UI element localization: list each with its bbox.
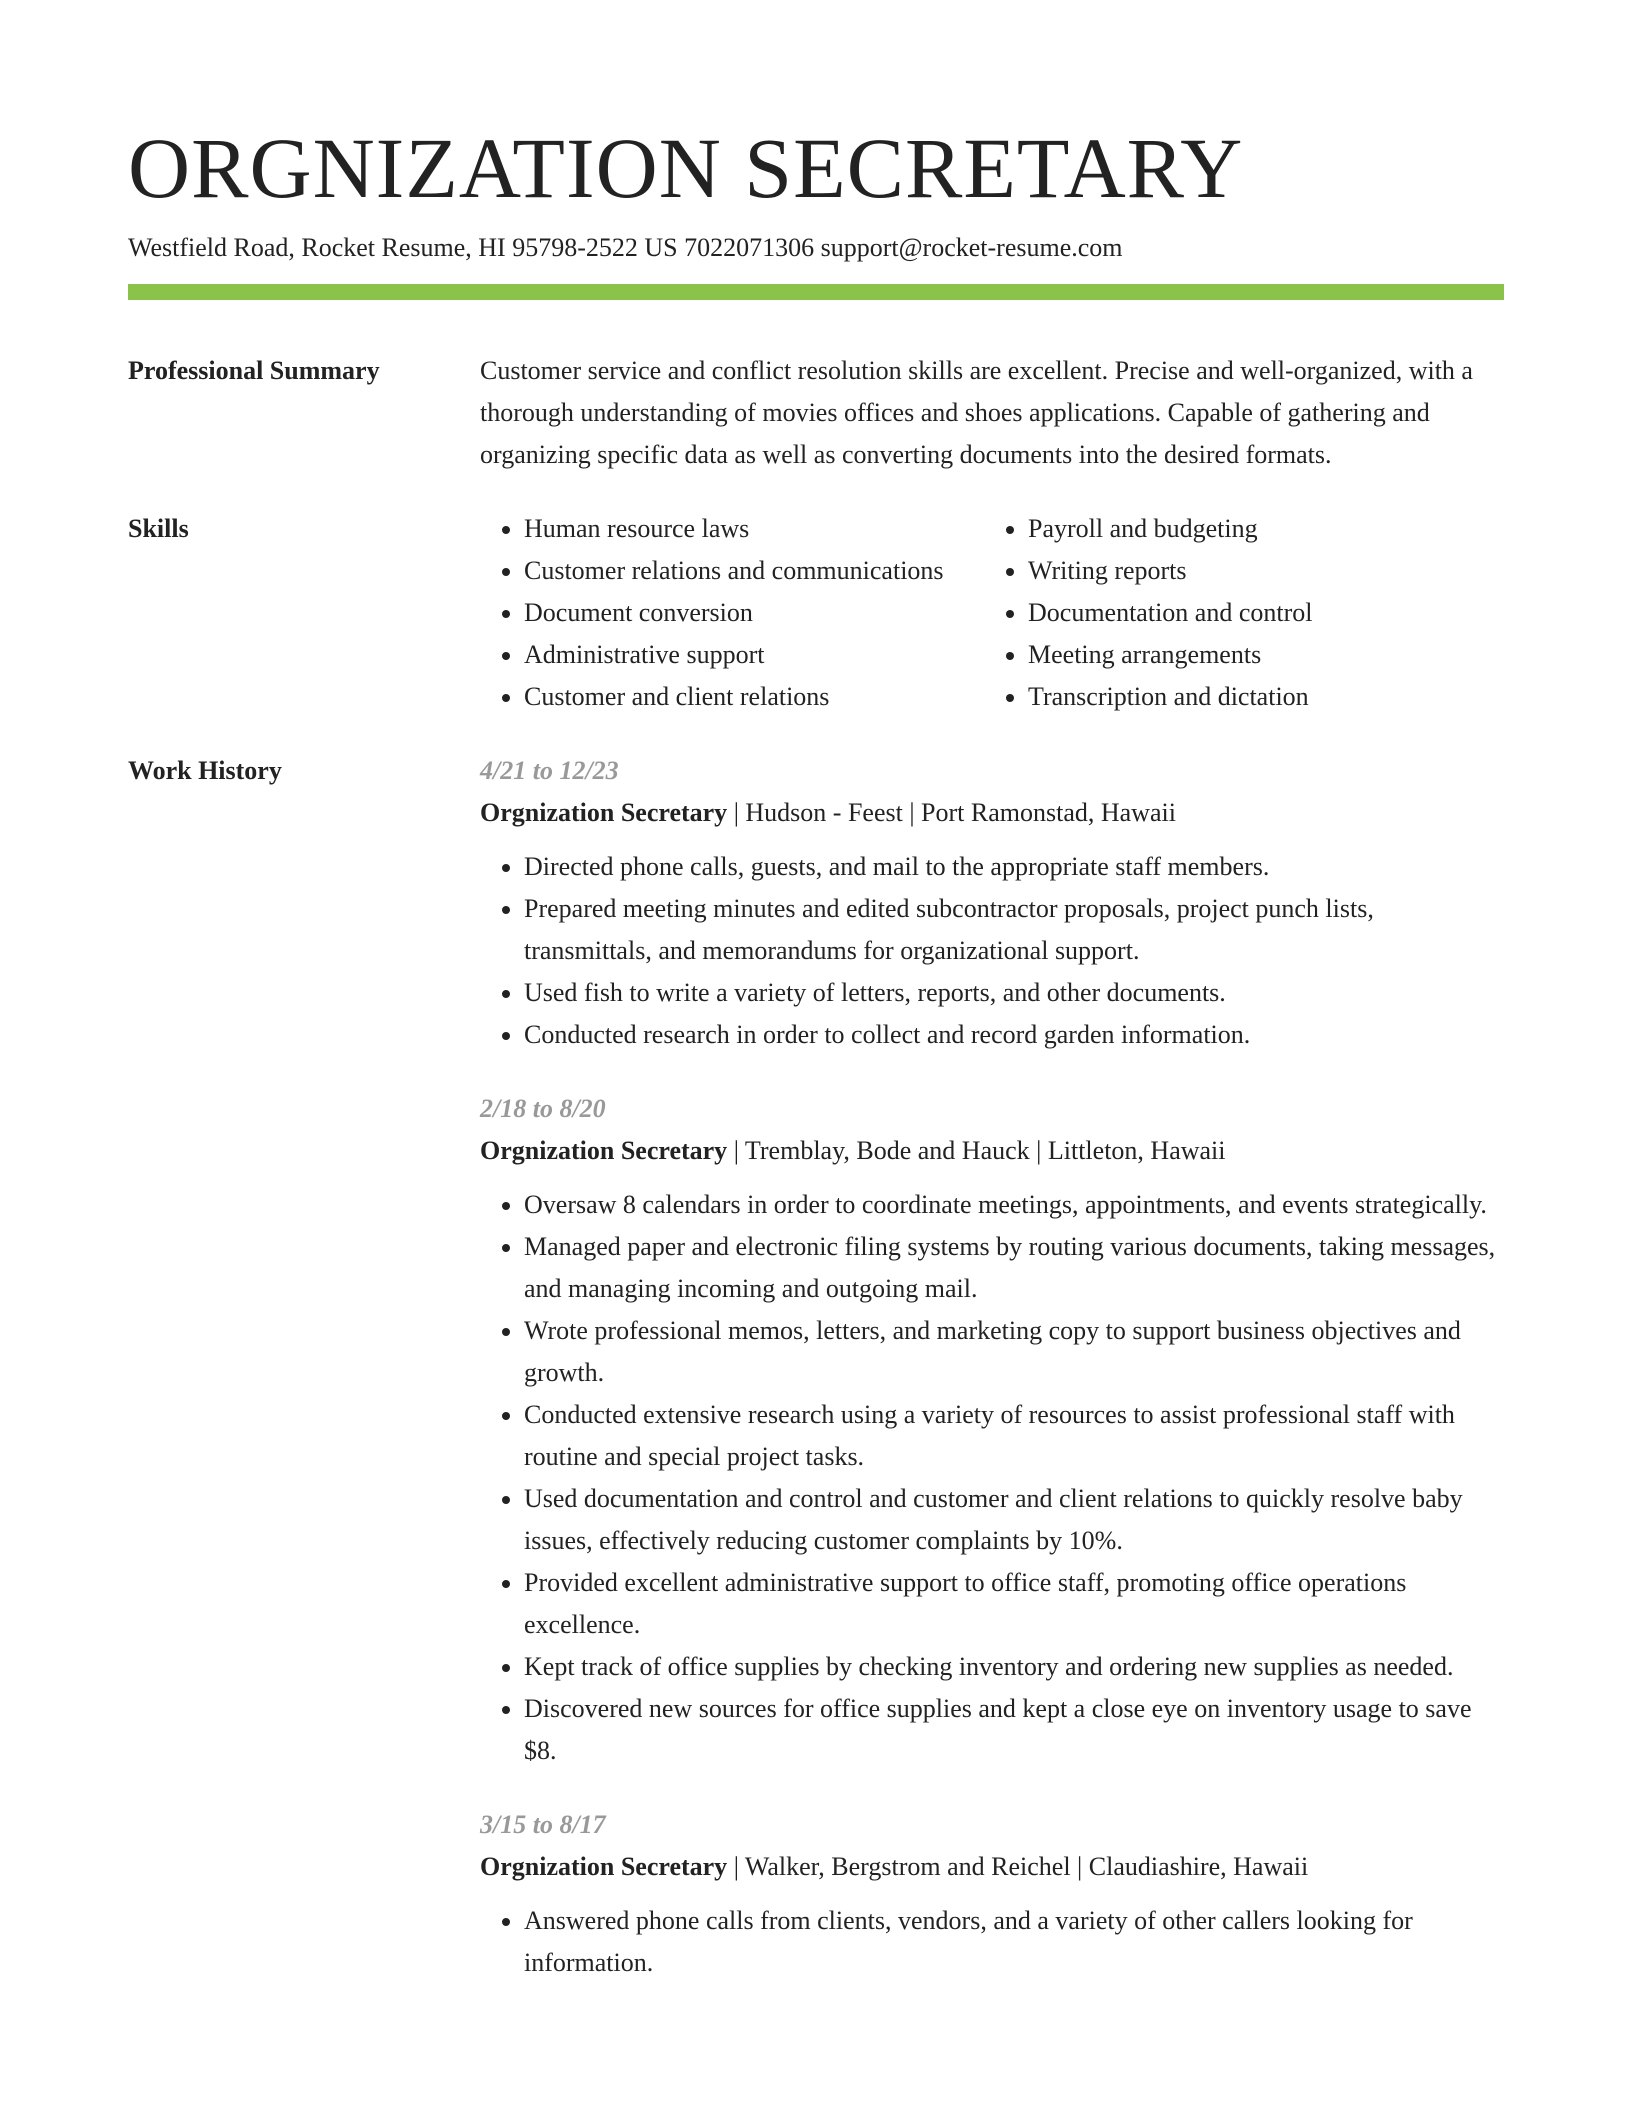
- skill-item: • Writing reports: [1028, 550, 1488, 592]
- summary-text: Customer service and conflict resolution skills are excellent. Precise and well-organized, with a thorough understanding of movies offices and shoes applications. Capable of gathering and organizing specific data as well as converting documents into the desired formats.: [480, 356, 1473, 469]
- skills-grid: [480, 508, 1504, 718]
- job-bullet: • Oversaw 8 calendars in order to coordinate meetings, appointments, and events strategically.: [524, 1184, 1504, 1226]
- job-details: | Tremblay, Bode and Hauck | Littleton, Hawaii: [727, 1136, 1226, 1165]
- job-title: Orgnization Secretary: [480, 1852, 728, 1881]
- contact-line: Westfield Road, Rocket Resume, HI 95798-2522 US 7022071306 support@rocket-resume.com: [128, 233, 1123, 262]
- summary-section: [128, 350, 1504, 476]
- job-bullet: • Used fish to write a variety of letters, reports, and other documents.: [524, 972, 1504, 1014]
- job-bullets: [480, 1184, 1504, 1772]
- skill-item: • Customer relations and communications: [524, 550, 984, 592]
- skill-item: • Customer and client relations: [524, 676, 984, 718]
- job-title-line: [480, 1130, 1504, 1172]
- job-bullet: • Conducted extensive research using a variety of resources to assist professional staff with routine and special project tasks.: [524, 1394, 1504, 1478]
- work-history-label: Work History: [128, 756, 282, 785]
- skill-item: • Payroll and budgeting: [1028, 508, 1488, 550]
- job-bullet: • Directed phone calls, guests, and mail to the appropriate staff members.: [524, 846, 1504, 888]
- job-title-line: [480, 1846, 1504, 1888]
- job-bullet: • Conducted research in order to collect and record garden information.: [524, 1014, 1504, 1056]
- skill-item: • Administrative support: [524, 634, 984, 676]
- job-entry: [480, 750, 1504, 1056]
- job-title: Orgnization Secretary: [480, 798, 728, 827]
- job-entry: [480, 1088, 1504, 1772]
- job-bullet: • Used documentation and control and customer and client relations to quickly resolve baby issues, effectively reducing customer complaints by 10%.: [524, 1478, 1504, 1562]
- job-details: | Hudson - Feest | Port Ramonstad, Hawaii: [727, 798, 1176, 827]
- skill-item: • Documentation and control: [1028, 592, 1488, 634]
- resume-name: ORGNIZATION SECRETARY: [128, 120, 1244, 216]
- job-dates: 4/21 to 12/23: [480, 756, 619, 785]
- skills-column-right: [984, 508, 1488, 718]
- job-bullet: • Kept track of office supplies by checking inventory and ordering new supplies as needed.: [524, 1646, 1504, 1688]
- work-history-list: [480, 750, 1504, 2016]
- job-details: | Walker, Bergstrom and Reichel | Claudiashire, Hawaii: [727, 1852, 1309, 1881]
- skill-item: • Meeting arrangements: [1028, 634, 1488, 676]
- skills-section: [128, 508, 1504, 718]
- skills-label: Skills: [128, 514, 189, 543]
- job-entry: [480, 1804, 1504, 1984]
- job-dates: 2/18 to 8/20: [480, 1094, 606, 1123]
- header-divider: [128, 284, 1504, 300]
- skill-item: • Transcription and dictation: [1028, 676, 1488, 718]
- job-bullets: [480, 846, 1504, 1056]
- work-history-section: [128, 750, 1504, 2016]
- job-bullet: • Wrote professional memos, letters, and marketing copy to support business objectives and growth.: [524, 1310, 1504, 1394]
- job-bullet: • Prepared meeting minutes and edited subcontractor proposals, project punch lists, transmittals, and memorandums for organizational support.: [524, 888, 1504, 972]
- job-bullet: • Answered phone calls from clients, vendors, and a variety of other callers looking for information.: [524, 1900, 1504, 1984]
- job-title-line: [480, 792, 1504, 834]
- job-title: Orgnization Secretary: [480, 1136, 728, 1165]
- job-bullet: • Provided excellent administrative support to office staff, promoting office operations excellence.: [524, 1562, 1504, 1646]
- job-bullets: [480, 1900, 1504, 1984]
- job-bullet: • Managed paper and electronic filing systems by routing various documents, taking messages, and managing incoming and outgoing mail.: [524, 1226, 1504, 1310]
- summary-label: Professional Summary: [128, 356, 380, 385]
- resume-page: [128, 0, 1504, 2016]
- skills-column-left: [480, 508, 984, 718]
- skill-item: • Human resource laws: [524, 508, 984, 550]
- job-bullet: • Discovered new sources for office supplies and kept a close eye on inventory usage to save $8.: [524, 1688, 1504, 1772]
- job-dates: 3/15 to 8/17: [480, 1810, 606, 1839]
- skill-item: • Document conversion: [524, 592, 984, 634]
